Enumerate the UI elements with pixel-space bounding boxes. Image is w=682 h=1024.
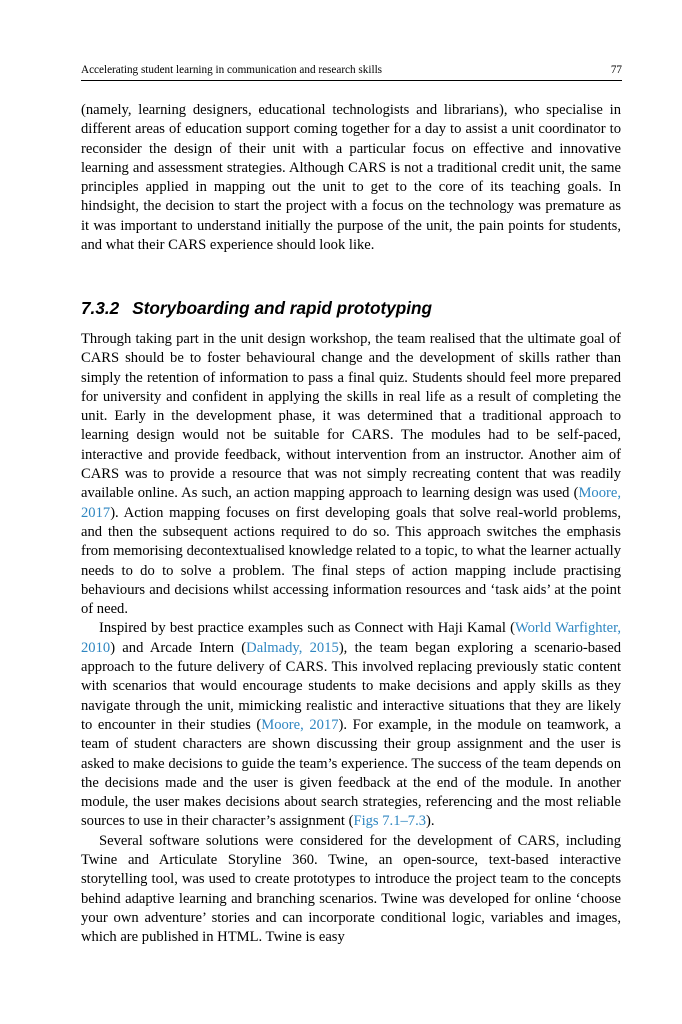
- citation-link[interactable]: Moore, 2017: [81, 485, 621, 521]
- paragraph-2-text-d: ). For example, in the module on teamwork, a team of student characters are shown discussing their group assignment and the user is asked to make decisions to guide the team’s experience. The success of the team depends on the decisions made and the user is given feedback at the end of the module. In another module, the user makes decisions about search strategies, referencing and the most reliable sources to use in their character’s assignment (: [81, 716, 621, 830]
- citation-link[interactable]: Moore, 2017: [261, 716, 339, 733]
- citation-link[interactable]: World Warfighter, 2010: [81, 620, 622, 656]
- intro-paragraph: (namely, learning designers, educational technologists and librarians), who specialise in different areas of education support coming together for a day to assist a unit coordinator to reconsider the design of their unit with a particular focus on effective and innovative learning and assessment strategies. Although CARS is not a traditional credit unit, the same principles applied in mapping out the unit to get to the core of its teaching goals. In hindsight, the decision to start the project with a focus on the technology was premature as it was important to understand initially the purpose of the unit, the pain points for students, and what their CARS experience should look like.: [81, 102, 621, 254]
- section-body: [81, 330, 621, 948]
- paragraph-2-text-e: ).: [426, 813, 435, 830]
- paragraph-1: [81, 330, 621, 619]
- section-number: 7.3.2: [81, 298, 120, 318]
- section-heading: [81, 298, 432, 319]
- citation-link[interactable]: Dalmady, 2015: [246, 639, 339, 656]
- running-header: [81, 64, 622, 81]
- page-number: 77: [610, 64, 622, 76]
- paragraph-3: Several software solutions were considered for the development of CARS, including Twine and Articulate Storyline 360. Twine, an open-source, text-based interactive storytelling tool, was used to create prototypes to introduce the project team to the concepts behind adaptive learning and branching scenarios. Twine was developed for online ‘choose your own adventure’ stories and can incorporate conditional logic, variables and images, which are published in HTML. Twine is easy: [81, 832, 621, 946]
- running-title: Accelerating student learning in communication and research skills: [81, 64, 383, 76]
- paragraph-1-text-a: Through taking part in the unit design workshop, the team realised that the ultimate goal of CARS should be to foster behavioural change and the development of skills rather than simply the retention of information to pass a final quiz. Students should feel more prepared for university and confident in applying the skills in real life as a result of completing the unit. Early in the development phase, it was determined that a traditional approach to learning design would not be suitable for CARS. The modules had to be self-paced, interactive and provide feedback, without intervention from an instructor. Another aim of CARS was to provide a resource that was not simply recreating content that was readily available online. As such, an action mapping approach to learning design was used (: [81, 331, 621, 502]
- intro-text-block: [81, 101, 621, 255]
- paragraph-1-text-b: ). Action mapping focuses on first developing goals that solve real-world problems, and then the subsequent actions required to do so. This approach switches the emphasis from memorising decontextualised knowledge related to a topic, to what the learner actually needs to do to solve a problem. The final steps of action mapping include practising behaviours and decisions whilst accessing information resources and ‘task aids’ at the point of need.: [81, 504, 621, 618]
- paragraph-2: [81, 619, 621, 831]
- section-title: Storyboarding and rapid prototyping: [132, 298, 433, 318]
- paragraph-2-text-c: ), the team began exploring a scenario-based approach to the future delivery of CARS. This involved replacing previously static content with scenarios that would encourage students to make decisions and apply skills as they navigate through the unit, mimicking realistic and interactive situations that they are likely to encounter in their studies (: [81, 639, 621, 733]
- paragraph-2-text-a: Inspired by best practice examples such as Connect with Haji Kamal (: [99, 620, 516, 637]
- figure-reference-link[interactable]: Figs 7.1–7.3: [353, 813, 427, 830]
- paragraph-2-text-b: ) and Arcade Intern (: [110, 639, 247, 656]
